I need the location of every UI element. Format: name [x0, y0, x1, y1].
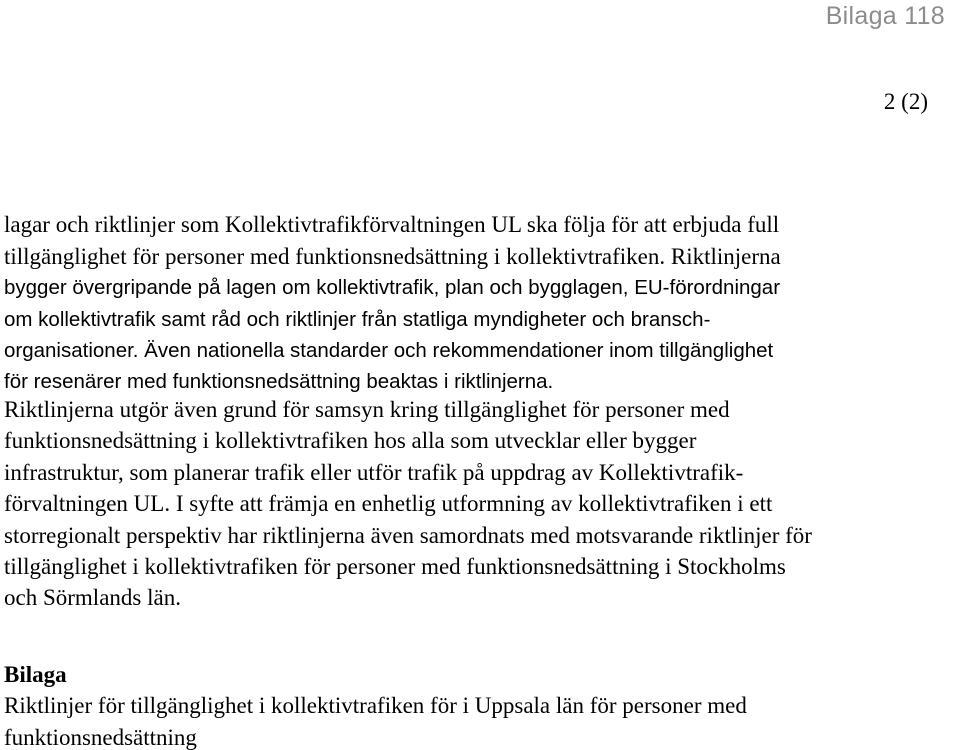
attachment-title: Riktlinjer för tillgänglighet i kollektivtrafiken för i Uppsala län för personer med funktionsnedsättning	[4, 693, 747, 750]
attachment-section	[4, 659, 944, 750]
paragraph-text-sans: bygger övergripande på lagen om kollektivtrafik, plan och bygglagen, EU-förordningar om kollektivtrafik samt råd och riktlinjer från statliga myndigheter och bransch- organisationer. Även nationella standarder och rekommendationer inom tillgänglighet för resenärer med funktionsnedsättning beaktas i riktlinjerna.	[4, 276, 781, 394]
paragraph-consensus: Riktlinjerna utgör även grund för samsyn kring tillgänglighet för personer med funktionsnedsättning i kollektivtrafiken hos alla som utvecklar eller bygger infrastruktur, som planerar trafik eller utför trafik på uppdrag av Kollektivtrafik- förvaltningen UL. I syfte att främja en enhetlig utformning av kollektivtrafiken i ett storregionalt perspektiv har riktlinjerna även samordnats med motsvarande riktlinjer för tillgänglighet i kollektivtrafiken för personer med funktionsnedsättning i Stockholms och Sörmlands län.	[4, 397, 812, 611]
page-number: 2 (2)	[883, 89, 928, 114]
paragraph-text-serif: lagar och riktlinjer som Kollektivtrafikförvaltningen UL ska följa för att erbjuda full tillgänglighet för personer med funktionsnedsättning i kollektivtrafiken. Riktlinjerna	[4, 212, 781, 269]
attachment-heading: Bilaga	[4, 662, 67, 687]
attachment-tag: Bilaga 118	[825, 2, 945, 30]
paragraph-guidelines-basis	[4, 178, 944, 429]
